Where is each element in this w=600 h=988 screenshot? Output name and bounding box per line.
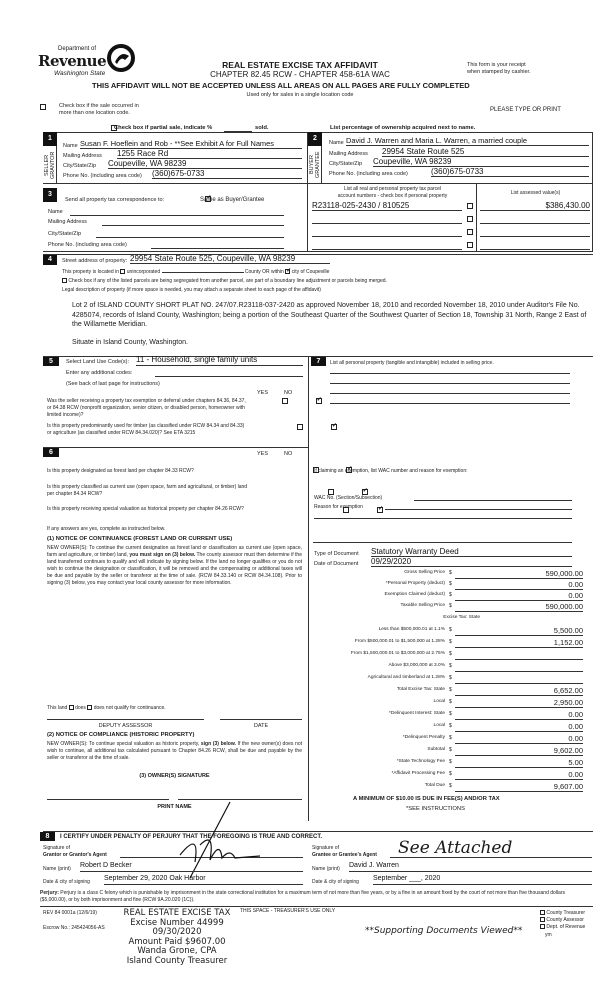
dept-revenue-checkbox[interactable] <box>540 924 545 929</box>
buyer-city-label: City/State/Zip <box>329 161 363 167</box>
seller-address-label: Mailing Address <box>63 153 102 159</box>
tax-value[interactable]: 1,152.00 <box>455 638 583 648</box>
grantor-sig-label-2: Grantor or Grantor's Agent <box>43 852 107 858</box>
assessed-value-field[interactable] <box>480 227 590 237</box>
deputy-assessor-label: DEPUTY ASSESSOR <box>98 723 153 729</box>
wac-number-label: WAC No. (Section/Subsection) <box>314 495 383 501</box>
does-qualify-checkbox[interactable] <box>69 705 74 710</box>
seller-side-label <box>43 146 57 184</box>
single-location-note: Used only for sales in a single location code <box>246 92 354 98</box>
seller-city-field[interactable]: Coupeville, WA 98239 <box>108 159 302 169</box>
ownership-pct-label: List percentage of ownership acquired next to name. <box>330 125 476 131</box>
section-5-badge: 5 <box>43 357 59 366</box>
copy-assessor: County Assessor <box>540 917 585 924</box>
assessed-value-field[interactable] <box>480 240 590 250</box>
corr-city-field[interactable] <box>96 230 284 238</box>
grantor-sig-label-1: Signature of <box>43 845 70 851</box>
stamp-line-1: REAL ESTATE EXCISE TAX <box>123 908 231 918</box>
minimum-due-note: A MINIMUM OF $10.00 IS DUE IN FEE(S) AND/OR TAX <box>353 796 500 802</box>
see-back-label: (See back of last page for instructions) <box>66 381 160 387</box>
segregated-label: Check box if any of the listed parcels are being segregated from another parcel, are part of a boundary line adjustment or parcels being merged. <box>68 278 387 284</box>
q1-yes-checkbox[interactable] <box>282 398 288 404</box>
corr-city-label: City/State/Zip <box>48 231 82 237</box>
segregated-row <box>62 278 387 284</box>
buyer-phone-field[interactable]: (360)675-0733 <box>431 167 589 177</box>
parcel-number-field[interactable] <box>312 214 462 224</box>
tax-value[interactable]: 9,602.00 <box>455 746 583 756</box>
grantee-date-label: Date & city of signing <box>312 879 359 885</box>
grantee-name-field[interactable]: David J. Warren <box>349 862 592 872</box>
assessed-value-field[interactable] <box>480 214 590 224</box>
doc-date-label: Date of Document <box>314 561 359 567</box>
s6-no-header: NO <box>284 451 293 457</box>
seller-name-label: Name <box>63 143 78 149</box>
assessed-value-field[interactable]: $386,430.00 <box>480 201 590 211</box>
buyer-phone-label: Phone No. (including area code) <box>329 171 408 177</box>
section-4-badge: 4 <box>43 255 57 265</box>
tax-row-delinquent-interest-local: Local $ 0.00 <box>433 722 583 731</box>
grantor-name-field[interactable]: Robert D Becker <box>80 862 303 872</box>
form-chapter: CHAPTER 82.45 RCW - CHAPTER 458-61A WAC <box>210 70 390 79</box>
section-3-badge: 3 <box>43 188 57 202</box>
county-treasurer-checkbox[interactable] <box>540 910 545 915</box>
sold-label: sold. <box>255 125 269 131</box>
perjury-label: Perjury: <box>40 890 59 896</box>
tax-row-bracket-3: From $1,500,000.01 to $3,000,000 at 2.75% $ <box>310 649 590 660</box>
section-7-badge: 7 <box>311 357 326 366</box>
additional-codes-field[interactable] <box>155 369 303 377</box>
partial-sale-percent-field[interactable] <box>224 124 252 132</box>
tax-row-delinquent-interest-state: *Delinquent Interest: State $ 0.00 <box>389 710 583 719</box>
notice1-part-b: The county assessor must then determine if the land transferred continues to qualify and will indicate by signing below. If the land no longer qualifies or you do not wish to continue the designation or classification, it will be removed and the compensating or additional taxes will be due and payable by the seller or transferor at the time of sale. (RCW 84.33.140 or RCW 84.34.108). Prior to signing (3) below, you may contact your local county assessor for more information. <box>47 552 302 586</box>
grantor-date-label: Date & city of signing <box>43 879 90 885</box>
copy-distribution <box>540 910 585 931</box>
grantee-label: GRANTEE <box>314 151 321 179</box>
timber-question: Is this property predominantly used for timber (as classified under RCW 84.34 and 84.33) or agriculture (as classified under RCW 84.34.020)? See ETA 3215 <box>47 423 245 436</box>
land-use-label: Select Land Use Code(s): <box>66 359 129 365</box>
wac-number-field[interactable] <box>414 494 572 501</box>
logo-main-text: Revenue <box>38 52 107 70</box>
tax-value[interactable]: 0.00 <box>455 710 583 720</box>
section-8-topline <box>43 831 593 832</box>
treasurer-stamp <box>112 909 242 966</box>
section-2-badge: 2 <box>308 132 322 146</box>
column-divider <box>308 356 309 821</box>
parcel-number-field[interactable] <box>312 240 462 250</box>
doc-section-topline <box>313 542 572 543</box>
exemption-question: Was the seller receiving a property tax exemption or deferral under chapters 84.36, 84.37, or 84.38 RCW (nonprofit organization, senior citizen, or disabled person, homeowner with limited income)? <box>47 398 246 418</box>
buyer-address-field[interactable]: 29954 State Route 525 <box>382 147 589 157</box>
q1-no-checkbox[interactable] <box>316 398 322 404</box>
tax-row-local: Local $ 2,950.00 <box>433 698 583 707</box>
located-prefix: This property is located in <box>62 269 119 275</box>
owner-signature-label: (3) OWNER(S) SIGNATURE <box>139 773 210 779</box>
parcel-row <box>312 240 592 251</box>
section-divider-3-parcels <box>307 184 308 252</box>
same-as-buyer-label: Same as Buyer/Grantee <box>200 197 265 203</box>
date-label: DATE <box>253 723 269 729</box>
section-8-badge: 8 <box>40 832 55 841</box>
grantee-sig-label-1: Signature of <box>312 845 339 851</box>
located-in-text <box>62 267 329 275</box>
multi-location-checkbox[interactable] <box>40 104 46 110</box>
street-address-field[interactable]: 29954 State Route 525, Coupeville, WA 98239 <box>130 254 330 264</box>
notice-continuance-title: (1) NOTICE OF CONTINUANCE (FOREST LAND OR CURRENT USE) <box>47 536 233 542</box>
q2-no-checkbox[interactable] <box>331 424 337 430</box>
tax-value[interactable]: 0.00 <box>455 591 583 601</box>
personal-property-label: List all personal property (tangible and intangible) included in selling price. <box>330 360 494 366</box>
corr-phone-field[interactable] <box>151 241 284 249</box>
tax-row-agricultural: Agricultural and timberland at 1.28% $ <box>310 673 590 684</box>
unincorporated-checkbox[interactable] <box>120 269 125 274</box>
legal-description-text: Lot 2 of ISLAND COUNTY SHORT PLAT NO. 247/07.R23118-037-2420 as approved November 18, 2010 and recorded November 18, 2010 under Auditor's File No. 4285074, records of Island County, Washington; being a portion of the Southeast Quarter of the Southwest Quarter of Section 18, Township 31 North, Range 2 East of the Willamette Meridian. <box>72 302 587 328</box>
tax-row-excise-header: Excise Tax: State <box>443 615 480 620</box>
personal-property-line-1[interactable] <box>330 371 570 374</box>
logo-top-text: Department of <box>58 46 97 52</box>
correspondence-label: Send all property tax correspondence to: <box>65 197 165 203</box>
tax-value[interactable]: 2,950.00 <box>455 698 583 708</box>
city-of-label: city of Coupeville <box>291 269 330 275</box>
tax-value[interactable]: 5.00 <box>455 758 583 768</box>
county-or-label: County OR within <box>244 269 284 275</box>
corr-name-field[interactable] <box>70 208 284 216</box>
tax-row-bracket-2: From $500,000.01 to $1,500,000 at 1.28% $ 1,152.00 <box>354 638 583 647</box>
notice-compliance-title: (2) NOTICE OF COMPLIANCE (HISTORIC PROPERTY) <box>47 732 195 738</box>
print-name-label: PRINT NAME <box>157 804 192 810</box>
certify-statement: I CERTIFY UNDER PENALTY OF PERJURY THAT THE FOREGOING IS TRUE AND CORRECT. <box>60 834 323 840</box>
notice1-part-a: NEW OWNER(S): To continue the current designation as forest land or classification as current use (open space, farm and agriculture, or timber) land, <box>47 545 302 558</box>
grantor-label: GRANTOR <box>49 151 56 179</box>
tax-row-gross-selling-price: Gross Selling Price $ 590,000.00 <box>404 569 583 578</box>
tax-value[interactable] <box>455 683 583 684</box>
owner-signature-line-1[interactable] <box>47 797 169 800</box>
form-title: REAL ESTATE EXCISE TAX AFFIDAVIT <box>222 60 378 70</box>
buyer-address-label: Mailing Address <box>329 151 368 157</box>
personal-property-checkbox[interactable] <box>467 242 473 248</box>
parcel-row <box>312 227 592 238</box>
tax-row-technology-fee: *State Technology Fee $ 5.00 <box>396 758 583 767</box>
logo-sub-text: Washington State <box>54 70 106 77</box>
notice1-bold: you must sign on (3) below. <box>129 552 196 558</box>
see-instructions-note: *SEE INSTRUCTIONS <box>406 806 465 812</box>
tax-value[interactable]: 590,000.00 <box>455 602 583 612</box>
partial-sale-label: Check box if partial sale, indicate % <box>114 125 213 131</box>
personal-property-checkbox[interactable] <box>467 216 473 222</box>
buyer-name-field[interactable]: David J. Warren and Maria L. Warren, a married couple <box>346 136 589 146</box>
tax-value[interactable] <box>455 659 583 660</box>
section-6-topline <box>43 447 308 448</box>
stamp-line-2: Excise Number 44999 <box>130 917 224 928</box>
tax-row-taxable-selling-price: Taxable Selling Price $ 590,000.00 <box>400 602 583 611</box>
tax-value[interactable]: 5,500.00 <box>455 626 583 636</box>
grantee-date-field[interactable]: September ___, 2020 <box>373 875 592 885</box>
tax-value[interactable] <box>455 671 583 672</box>
tax-row-total-state: Total Excise Tax: State $ 6,652.00 <box>396 686 583 695</box>
county-field[interactable] <box>162 267 244 273</box>
tax-row-exemption-claimed: Exemption Claimed (deduct) $ 0.00 <box>384 591 583 600</box>
qualify-label: This land <box>47 705 68 711</box>
tax-row-affidavit-fee: *Affidavit Processing Fee $ 0.00 <box>391 770 583 779</box>
forest-land-question: Is this property designated as forest land per chapter 84.33 RCW? <box>47 468 194 474</box>
if-yes-instruction: If any answers are yes, complete as instructed below. <box>47 526 166 532</box>
multi-location-label-1: Check box if the sale occurred in <box>59 103 139 109</box>
buyer-label: BUYER <box>308 155 315 175</box>
assessor-date-line[interactable] <box>220 715 302 720</box>
perjury-text: Perjury is a class C felony which is punishable by imprisonment in the state correctional institution for a maximum term of not more than five years, or by a fine in an amount fixed by the court of not more than five thousand dollars ($5,000.00), or by both imprisonment and fine (RCW 9A.20.020 (1C)). <box>40 890 565 903</box>
notice-continuance-text <box>47 545 302 587</box>
supporting-docs-stamp: **Supporting Documents Viewed** <box>365 926 523 936</box>
please-type-label: PLEASE TYPE OR PRINT <box>490 107 561 113</box>
tax-row-delinquent-penalty: *Delinquent Penalty $ 0.00 <box>402 734 583 743</box>
stamp-line-3: 09/30/2020 <box>152 927 202 937</box>
buyer-side-label <box>308 146 322 184</box>
stamp-line-4: Amount Paid $9607.00 <box>128 936 226 947</box>
initials: ym <box>545 932 552 938</box>
additional-codes-label: Enter any additional codes: <box>66 370 133 376</box>
parcel-row <box>312 214 592 225</box>
tax-value[interactable]: 0.00 <box>455 580 583 590</box>
notice2-bold: sign (3) below. <box>200 741 236 747</box>
legal-situate-text: Situate in Island County, Washington. <box>72 339 188 346</box>
seller-label: SELLER <box>43 154 50 176</box>
grantor-date-field[interactable]: September 29, 2020 Oak Harbor <box>104 875 303 885</box>
land-use-code-field[interactable]: 11 - Household, single family units <box>136 355 303 366</box>
county-assessor-checkbox[interactable] <box>540 917 545 922</box>
grantee-signature-field[interactable]: See Attached <box>390 838 592 858</box>
section-1-badge: 1 <box>43 132 57 146</box>
historical-question: Is this property receiving special valuation as historical property per chapter 84.26 RCW? <box>47 506 244 512</box>
buyer-name-label: Name <box>329 140 344 146</box>
parcel-number-field[interactable]: R23118-025-2430 / 810525 <box>312 201 462 211</box>
copy-treasurer: County Treasurer <box>540 910 585 917</box>
doc-type-field[interactable]: Statutory Warranty Deed <box>371 547 572 557</box>
corr-address-field[interactable] <box>102 218 284 226</box>
tax-value[interactable]: 0.00 <box>455 722 583 732</box>
grantor-name-label: Name (print) <box>43 866 71 872</box>
deputy-assessor-signature-line[interactable] <box>47 715 204 720</box>
corr-name-label: Name <box>48 209 63 215</box>
tax-row-subtotal: Subtotal $ 9,602.00 <box>427 746 583 755</box>
doc-type-label: Type of Document <box>314 551 359 557</box>
tax-value[interactable]: 0.00 <box>455 734 583 744</box>
tax-value[interactable]: 0.00 <box>455 770 583 780</box>
tax-value[interactable]: 590,000.00 <box>455 569 583 579</box>
seller-phone-field[interactable]: (360)675-0733 <box>152 169 302 179</box>
stamp-line-6: Island County Treasurer <box>126 955 228 966</box>
stamp-line-5: Wanda Grone, CPA <box>137 946 217 956</box>
completion-warning: THIS AFFIDAVIT WILL NOT BE ACCEPTED UNLESS ALL AREAS ON ALL PAGES ARE FULLY COMPLETED <box>92 81 470 90</box>
receipt-note-2: when stamped by cashier. <box>467 69 531 75</box>
current-use-question: Is this property classified as current use (open space, farm and agricultural, or timber) land per chapter 84.34 RCW? <box>47 484 248 497</box>
does-not-label: does not qualify for continuance. <box>93 705 166 711</box>
notice2-part-b: If the new owner(s) does not wish to continue, all additional tax calculated pursuant to Chapter 84.26 RCW, shall be due and payable by the seller or transferor at the time of sale. <box>47 741 302 761</box>
grantee-name-label: Name (print) <box>312 866 340 872</box>
exemption-reason-field[interactable] <box>385 503 572 510</box>
personal-property-line-4[interactable] <box>330 401 570 404</box>
footer-rule <box>40 906 593 907</box>
seller-phone-label: Phone No. (including area code) <box>63 173 142 179</box>
parcel-number-field[interactable] <box>312 227 462 237</box>
tax-value[interactable]: 9,607.00 <box>455 782 583 792</box>
street-address-label: Street address of property: <box>62 258 128 264</box>
seller-city-label: City/State/Zip <box>63 163 97 169</box>
tax-row-bracket-1: Less than $500,000.01 at 1.1% $ 5,500.00 <box>378 626 583 635</box>
section-6-badge: 6 <box>43 448 59 457</box>
seller-name-field[interactable]: Susan F. Hoeflein and Rob - **See Exhibit A for Full Names <box>80 139 302 149</box>
s6-yes-header: YES <box>257 451 269 457</box>
exemption-reason-field-2[interactable] <box>314 513 572 519</box>
personal-property-line-2[interactable] <box>330 381 570 384</box>
assessed-header: List assessed value(s) <box>510 190 561 196</box>
personal-property-checkbox[interactable] <box>467 229 473 235</box>
does-not-qualify-checkbox[interactable] <box>87 705 92 710</box>
doc-date-field[interactable]: 09/29/2020 <box>371 557 572 567</box>
personal-property-checkbox[interactable] <box>467 203 473 209</box>
multi-location-label-2: more than one location code. <box>59 110 130 116</box>
corr-phone-label: Phone No. (including area code) <box>48 242 127 248</box>
q2-yes-checkbox[interactable] <box>297 424 303 430</box>
notice2-part-a: NEW OWNER(S): To continue special valuation as historic property, <box>47 741 200 747</box>
unincorporated-label: unincorporated <box>126 269 161 275</box>
seller-address-field[interactable]: 1255 Race Rd <box>117 149 302 159</box>
escrow-number: Escrow No.: 245424056-AS <box>43 925 105 931</box>
tax-row-bracket-4: Above $3,000,000 at 3.0% $ <box>310 661 590 672</box>
copy-dor: Dept. of Revenue <box>540 924 585 931</box>
corr-address-label: Mailing Address <box>48 219 87 225</box>
exemption-claim-label: If claiming an exemption, list WAC number and reason for exemption: <box>314 468 468 474</box>
no-header: NO <box>284 390 293 396</box>
personal-property-line-3[interactable] <box>330 391 570 394</box>
within-city-checkbox[interactable] <box>285 269 290 274</box>
does-label: does <box>75 705 86 711</box>
parcels-header-1: List all real and personal property tax parcel <box>344 186 441 192</box>
parcel-row <box>312 201 592 212</box>
tax-row-personal-property: *Personal Property (deduct) $ 0.00 <box>385 580 583 589</box>
exemption-reason-label: Reason for exemption <box>314 504 363 510</box>
notice-compliance-text <box>47 741 302 762</box>
segregated-checkbox[interactable] <box>62 278 67 283</box>
receipt-note-1: This form is your receipt <box>467 62 526 68</box>
parcels-header-2: account numbers - check box if personal property <box>337 193 448 199</box>
tax-row-total-due: Total Due $ 9,607.00 <box>424 782 583 791</box>
tax-value[interactable]: 6,652.00 <box>455 686 583 696</box>
legal-description-label: Legal description of property (if more space is needed, you may attach a separate sheet to each page of the affidavit) <box>62 287 321 293</box>
buyer-city-field[interactable]: Coupeville, WA 98239 <box>373 157 589 167</box>
grantee-sig-label-2: Grantee or Grantee's Agent <box>312 852 377 858</box>
form-revision: REV 84 0001a (12/6/19) <box>43 910 97 916</box>
yes-header: YES <box>257 390 269 396</box>
perjury-notice <box>40 890 593 904</box>
treasurer-use-label: THIS SPACE - TREASURER'S USE ONLY <box>240 908 336 914</box>
qualify-continuance-row <box>47 705 166 711</box>
